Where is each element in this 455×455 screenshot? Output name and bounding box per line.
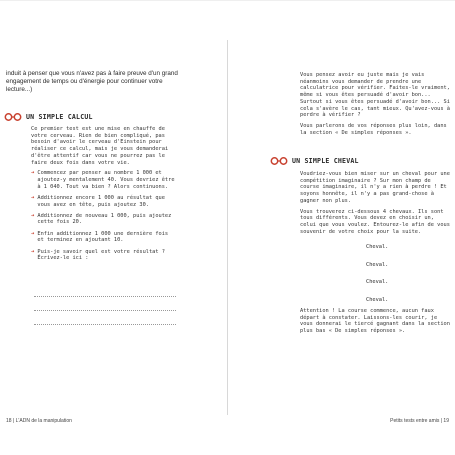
right-body-mid (300, 171, 450, 239)
left-body (31, 126, 177, 266)
answer-line[interactable] (34, 324, 176, 325)
right-body-bottom (300, 308, 450, 339)
step-item (31, 249, 177, 262)
answer-line[interactable] (34, 296, 176, 297)
eyeglasses-icon (270, 157, 288, 165)
arrow-right-icon: ➜ (31, 194, 35, 201)
horse-option[interactable]: Cheval. (366, 297, 389, 304)
race-conclusion: Attention ! La course commence, aucun faux départ à constater. Laissons-les courir, je vous donnerai le tiercé gagnant dans la section plus bas « De simples réponses ». (300, 308, 450, 335)
step-text: Additionnez encore 1 000 au résultat que vous avez en tête, puis ajoutez 30. (37, 194, 165, 208)
section-heading-calcul (4, 113, 93, 121)
intro-paragraph: Ce premier test est une mise en chauffe de votre cerveau. Rien de bien compliqué, pas besoin d'avoir le cerveau d'Einstein pour réaliser ce calcul, mais je vous demanderai d'être attentif car vous ne pourrez pas le faire deux fois dans votre vie. (31, 126, 169, 166)
step-text: Commencez par penser au nombre 1 000 et ajoutez-y mentalement 40. Vous devriez être à 1 040. Tout va bien ? Alors continuons. (37, 170, 175, 190)
left-intro-text: induit à penser que vous n'avez pas à faire preuve d'un grand engagement de temps ou d'énergie pour continuer votre lecture...) (6, 70, 178, 94)
horse-list (366, 244, 388, 315)
right-body-top (300, 72, 450, 140)
cheval-paragraph-1: Voudriez-vous bien miser sur un cheval pour une compétition imaginaire ? Sur mon champ de course imaginaire, il n'y a rien à perdre ! Et soyons honnête, il n'y a pas grand-chose à gagner non plus. (300, 171, 450, 204)
horse-option[interactable]: Cheval. (366, 279, 389, 286)
eyeglasses-icon (4, 113, 22, 121)
answer-line[interactable] (34, 310, 176, 311)
step-item (31, 231, 177, 244)
section-heading-cheval (270, 157, 359, 165)
step-item (31, 170, 177, 190)
cheval-paragraph-2: Vous trouverez ci-dessous 4 chevaux. Ils sont tous différents. Vous devez en choisir un, celui que vous voulez. Entourez-le afin de vous souvenir de votre choix pour la suite. (300, 208, 450, 235)
step-item (31, 213, 177, 226)
right-footer: Petits tests entre amis | 19 (390, 418, 449, 424)
step-text: Puis-je savoir quel est votre résultat ? Écrivez-le ici : (37, 248, 165, 262)
arrow-right-icon: ➜ (31, 170, 35, 177)
step-text: Enfin additionnez 1 000 une dernière fois et terminez en ajoutant 10. (37, 230, 169, 244)
left-footer: 18 | L'ADN de la manipulation (6, 418, 72, 424)
arrow-right-icon: ➜ (31, 248, 35, 255)
step-text: Additionnez de nouveau 1 000, puis ajoutez cette fois 20. (37, 212, 172, 226)
section-title: UN SIMPLE CHEVAL (292, 157, 359, 165)
step-item (31, 195, 177, 208)
right-intro-paragraph: Vous pensez avoir eu juste mais je vais néanmoins vous demander de prendre une calculatrice pour vérifier. Faites-le vraiment, même si vous êtes persuadé d'avoir bon... Surtout si vous êtes persuadé d'avoir bon... Si cela s'avère le cas, tant mieux. Qu'avez-vous à perdre à vérifier ? (300, 72, 450, 119)
arrow-right-icon: ➜ (31, 230, 35, 237)
section-title: UN SIMPLE CALCUL (26, 113, 93, 121)
horse-option[interactable]: Cheval. (366, 244, 389, 250)
horse-option[interactable]: Cheval. (366, 261, 389, 268)
steps-list (31, 170, 177, 262)
arrow-right-icon: ➜ (31, 212, 35, 219)
answer-note: Vous parlerons de vos réponses plus loin, dans la section « De simples réponses ». (300, 122, 447, 136)
